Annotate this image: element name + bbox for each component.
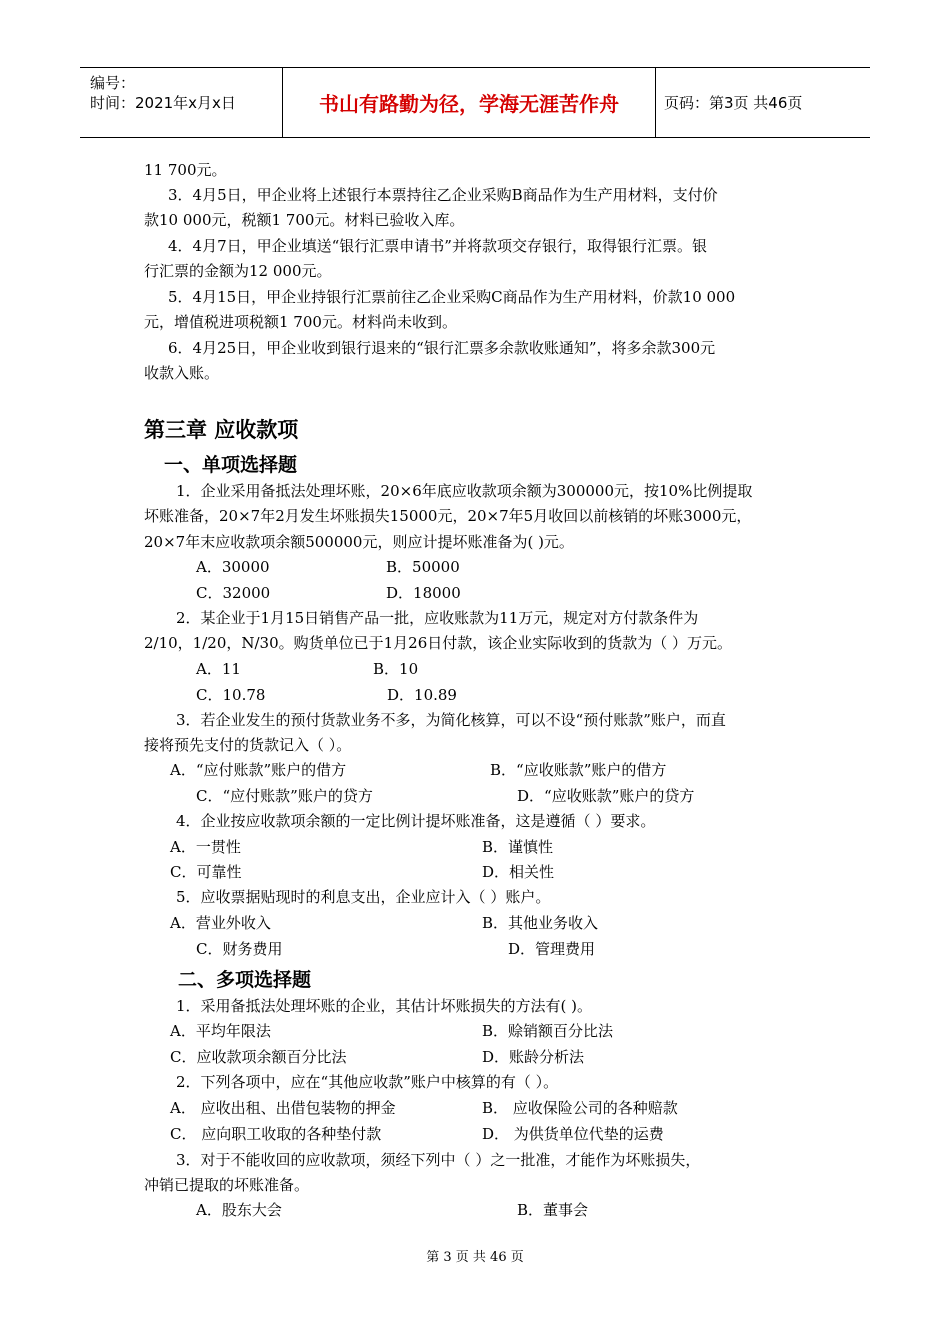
option: D．相关性 [482, 863, 555, 881]
document-date: 时间：2021年x月x日 [90, 94, 236, 112]
body-line: 元，增值税进项税额1 700元。材料尚未收到。 [144, 313, 457, 331]
question-line: 4．企业按应收款项余额的一定比例计提坏账准备，这是遵循（ ）要求。 [176, 812, 656, 830]
section-title: 一、单项选择题 [164, 454, 298, 476]
option: A．“应付账款”账户的借方 [170, 761, 347, 779]
option: B．其他业务收入 [482, 914, 599, 932]
question-line: 接将预先支付的货款记入（ ）。 [144, 736, 352, 754]
option: C． 应向职工收取的各种垫付款 [170, 1125, 382, 1143]
question-line: 2．某企业于1月15日销售产品一批，应收账款为11万元，规定对方付款条件为 [176, 609, 699, 627]
body-line: 行汇票的金额为12 000元。 [144, 262, 332, 280]
option: D．18000 [386, 584, 461, 602]
option: B．“应收账款”账户的借方 [490, 761, 667, 779]
option: B．赊销额百分比法 [482, 1022, 614, 1040]
option: A．股东大会 [196, 1201, 282, 1219]
body-line: 6．4月25日，甲企业收到银行退来的“银行汇票多余款收账通知”，将多余款300元 [168, 339, 716, 357]
option: D．10.89 [387, 686, 457, 704]
option: A．30000 [196, 558, 270, 576]
question-line: 坏账准备，20×7年2月发生坏账损失15000元，20×7年5月收回以前核销的坏账3000元， [144, 507, 752, 525]
question-line: 5．应收票据贴现时的利息支出，企业应计入（ ）账户。 [176, 888, 551, 906]
chapter-title: 第三章 应收款项 [144, 418, 299, 442]
option: D．管理费用 [508, 940, 596, 958]
body-line: 3．4月5日，甲企业将上述银行本票持往乙企业采购B商品作为生产用材料，支付价 [168, 186, 718, 204]
page-footer: 第 3 页 共 46 页 [426, 1250, 524, 1265]
option: B．董事会 [517, 1201, 589, 1219]
question-line: 3．若企业发生的预付货款业务不多，为简化核算，可以不设“预付账款”账户，而直 [176, 711, 726, 729]
page-header [80, 67, 870, 138]
body-line: 收款入账。 [144, 364, 220, 382]
body-line: 5．4月15日，甲企业持银行汇票前往乙企业采购C商品作为生产用材料，价款10 000 [168, 288, 736, 306]
header-divider [655, 68, 656, 137]
option: D．账龄分析法 [482, 1048, 585, 1066]
option: C．10.78 [196, 686, 266, 704]
question-line: 2．下列各项中，应在“其他应收款”账户中核算的有（ ）。 [176, 1073, 559, 1091]
option: C．32000 [196, 584, 271, 602]
option: C．财务费用 [196, 940, 283, 958]
section-title: 二、多项选择题 [178, 969, 312, 991]
option: B． 应收保险公司的各种赔款 [482, 1099, 678, 1117]
option: C．应收款项余额百分比法 [170, 1048, 347, 1066]
question-line: 冲销已提取的坏账准备。 [144, 1176, 310, 1194]
option: B．10 [373, 660, 419, 678]
option: C．可靠性 [170, 863, 242, 881]
header-motto: 书山有路勤为径，学海无涯苦作舟 [319, 92, 619, 116]
question-line: 2/10，1/20，N/30。购货单位已于1月26日付款，该企业实际收到的货款为（ ）万元。 [144, 634, 733, 652]
header-page-number: 页码：第3页 共46页 [664, 94, 803, 112]
option: A．一贯性 [170, 838, 241, 856]
question-line: 1．企业采用备抵法处理坏账，20×6年底应收款项余额为300000元，按10%比例提取 [176, 482, 753, 500]
header-meta [80, 68, 280, 137]
option: A．平均年限法 [170, 1022, 271, 1040]
option: A．11 [196, 660, 241, 678]
option: D．“应收账款”账户的贷方 [517, 787, 695, 805]
option: B．谨慎性 [482, 838, 554, 856]
body-line: 4．4月7日，甲企业填送“银行汇票申请书”并将款项交存银行，取得银行汇票。银 [168, 237, 707, 255]
option: C．“应付账款”账户的贷方 [196, 787, 373, 805]
question-line: 3．对于不能收回的应收款项，须经下列中（ ）之一批准，才能作为坏账损失， [176, 1151, 701, 1169]
option: D． 为供货单位代垫的运费 [482, 1125, 664, 1143]
document-number: 编号： [90, 74, 136, 92]
question-line: 20×7年末应收款项余额500000元，则应计提坏账准备为( )元。 [144, 533, 574, 551]
option: A． 应收出租、出借包装物的押金 [170, 1099, 396, 1117]
option: A．营业外收入 [170, 914, 271, 932]
body-line: 款10 000元，税额1 700元。材料已验收入库。 [144, 211, 465, 229]
body-line: 11 700元。 [144, 161, 227, 179]
question-line: 1．采用备抵法处理坏账的企业，其估计坏账损失的方法有( )。 [176, 997, 593, 1015]
option: B．50000 [386, 558, 460, 576]
